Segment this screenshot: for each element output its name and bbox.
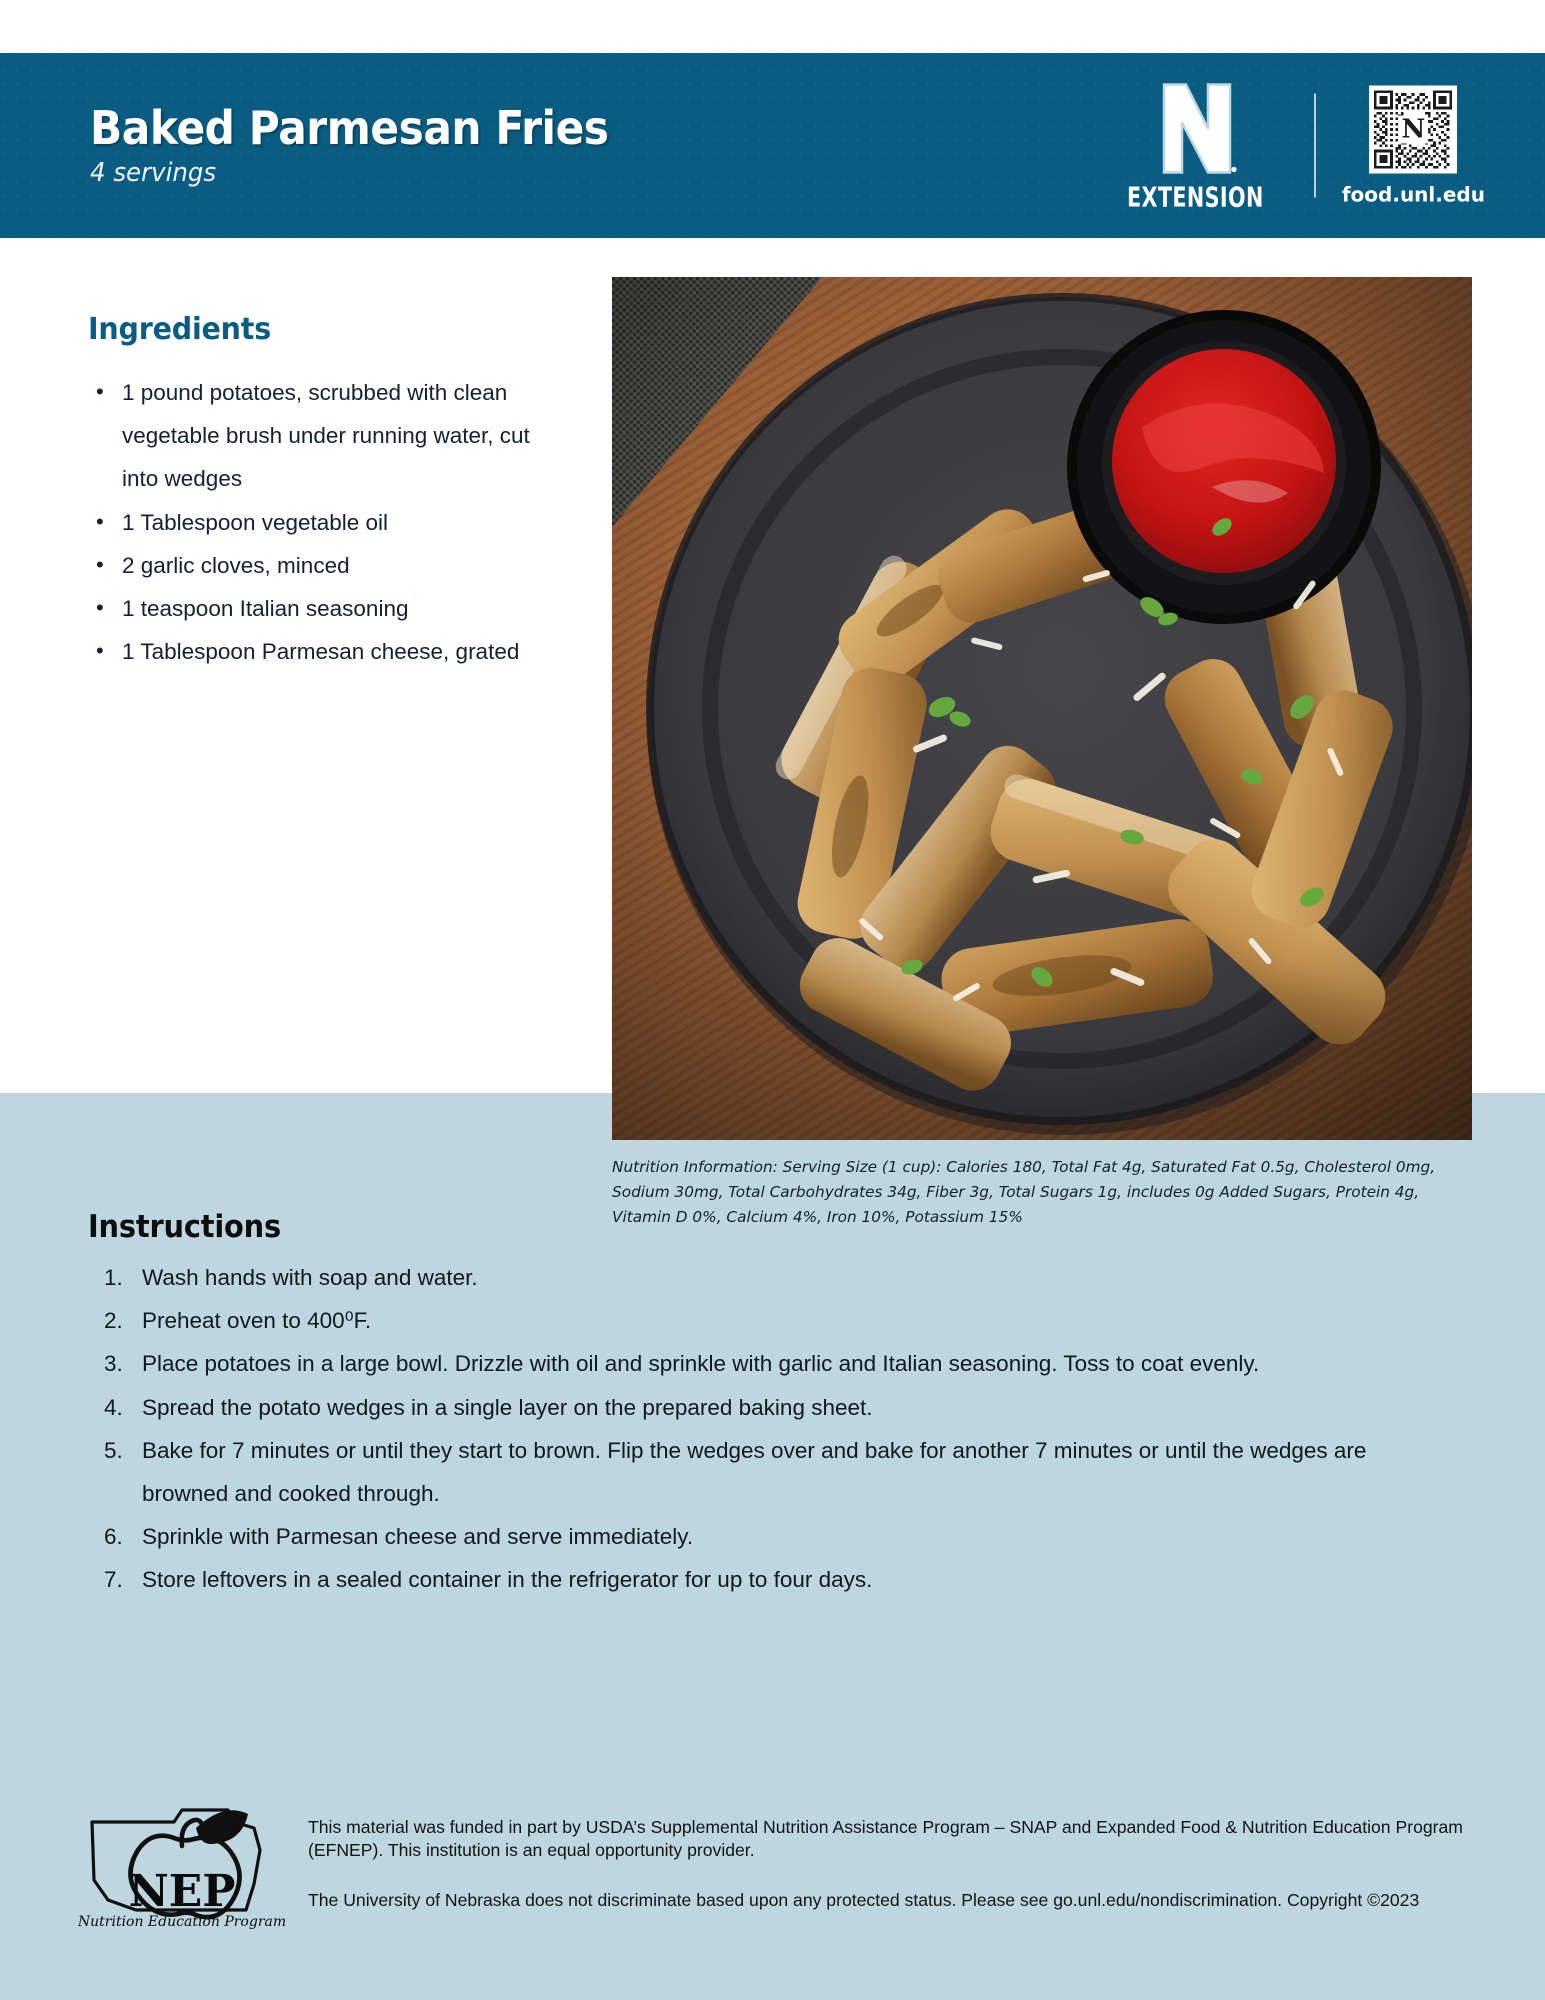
ingredients-list bbox=[88, 371, 558, 673]
list-item: Preheat oven to 400⁰F. bbox=[142, 1308, 372, 1334]
nep-subtitle: Nutrition Education Program bbox=[78, 1914, 287, 1930]
list-item: • 1 Tablespoon Parmesan cheese, grated bbox=[88, 630, 558, 673]
footer-paragraph-1: This material was funded in part by USDA’s Supplemental Nutrition Assistance Program – SNAP and Expanded Food & Nutrition Education Program (EFNEP). This institution is an equal opportunity provider. bbox=[308, 1817, 1463, 1861]
unl-extension-logo bbox=[1103, 80, 1288, 211]
list-item: Sprinkle with Parmesan cheese and serve immediately. bbox=[142, 1524, 694, 1550]
list-item: Wash hands with soap and water. bbox=[142, 1265, 478, 1290]
header-banner bbox=[0, 53, 1545, 238]
instructions-heading: Instructions bbox=[88, 1209, 281, 1245]
footer-paragraph-2: The University of Nebraska does not discriminate based upon any protected status. Please see go.unl.edu/nondiscrimination. Copyright ©2023 bbox=[308, 1889, 1420, 1910]
list-item: • 1 teaspoon Italian seasoning bbox=[88, 587, 558, 630]
list-item: • 2 garlic cloves, minced bbox=[88, 544, 558, 587]
list-item: • 1 pound potatoes, scrubbed with clean vegetable brush under running water, cut into wedges bbox=[88, 371, 558, 501]
header-brand-group bbox=[1103, 80, 1485, 211]
extension-wordmark: EXTENSION bbox=[1127, 180, 1264, 213]
page-title: Baked Parmesan Fries bbox=[90, 100, 609, 155]
header-title-group bbox=[90, 100, 654, 188]
footer-legal-text bbox=[308, 1816, 1488, 1912]
nep-logo bbox=[78, 1788, 288, 1938]
nep-acronym: NEP bbox=[128, 1866, 236, 1917]
ingredients-section bbox=[88, 312, 558, 673]
nutrition-information: Nutrition Information: Serving Size (1 cup): Calories 180, Total Fat 4g, Saturated Fat 0.5g, Cholesterol 0mg, Sodium 30mg, Total Carbohydrates 34g, Fiber 3g, Total Sugars 1g, includes 0g Added Sugars, Protein 4g, Vitamin D 0%, Calcium 4%, Iron 10%, Potassium 15% bbox=[612, 1158, 1436, 1226]
list-item: Place potatoes in a large bowl. Drizzle with oil and sprinkle with garlic and Italian seasoning. Toss to coat evenly. bbox=[142, 1351, 1260, 1377]
list-item: Bake for 7 minutes or until they start to brown. Flip the wedges over and bake for another 7 minutes or until the wedges are browned and cooked through. bbox=[142, 1437, 1367, 1506]
servings-label: 4 servings bbox=[90, 157, 217, 188]
food-url-label: food.unl.edu bbox=[1341, 182, 1485, 206]
header-divider bbox=[1314, 94, 1316, 198]
nebraska-n-icon bbox=[1152, 80, 1238, 181]
list-item: • 1 Tablespoon vegetable oil bbox=[88, 501, 558, 544]
qr-code-group[interactable] bbox=[1342, 85, 1485, 206]
recipe-photo bbox=[612, 277, 1472, 1140]
instructions-list bbox=[104, 1256, 1434, 1602]
list-item: Spread the potato wedges in a single layer on the prepared baking sheet. bbox=[142, 1394, 873, 1420]
qr-code-icon[interactable] bbox=[1369, 85, 1457, 173]
list-item: Store leftovers in a sealed container in the refrigerator for up to four days. bbox=[142, 1567, 873, 1593]
qr-center-letter: N bbox=[1399, 115, 1429, 143]
ingredients-heading: Ingredients bbox=[88, 312, 271, 347]
